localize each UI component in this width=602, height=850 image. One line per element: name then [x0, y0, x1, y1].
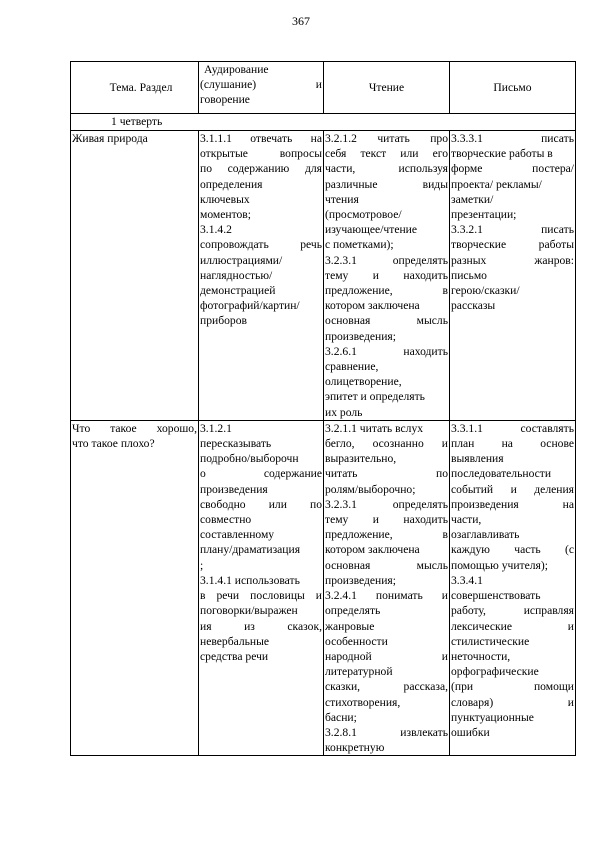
topic-cell	[71, 420, 199, 755]
quarter-label: 1 четверть	[71, 114, 576, 131]
cell-line: озаглавливать	[451, 528, 520, 542]
cell-line: невербальные	[200, 634, 270, 648]
listening-cell	[199, 420, 324, 755]
cell-line: котором заключена	[325, 543, 420, 557]
cell-line: 3.2.3.1 определять	[325, 497, 448, 511]
cell-line: плану/драматизация	[200, 543, 301, 557]
header-listening-word: и	[315, 78, 322, 92]
cell-line: предложение, в	[325, 528, 448, 542]
cell-line: 3.2.6.1 находить	[325, 344, 448, 358]
topic-cell	[71, 131, 199, 421]
cell-line: их роль	[325, 405, 363, 419]
cell-line: части,	[451, 513, 482, 527]
cell-line: что такое плохо?	[72, 437, 155, 451]
cell-line: произведения на	[451, 497, 574, 511]
cell-line: 3.3.3.1 писать	[451, 132, 574, 145]
cell-line: ролям/выборочно;	[325, 482, 416, 496]
cell-line: последовательности	[451, 467, 552, 481]
cell-line: работу, исправляя	[451, 604, 574, 618]
cell-line: моментов;	[200, 208, 252, 222]
cell-line: предложение, в	[325, 284, 448, 298]
cell-line: выразительно,	[325, 452, 397, 466]
cell-line: план на основе	[451, 437, 574, 451]
writing-cell	[450, 131, 576, 421]
cell-line: 3.2.1.1 читать вслух	[325, 421, 424, 435]
cell-line: литературной	[325, 665, 393, 679]
cell-line: выявления	[451, 452, 504, 466]
cell-line: 3.1.4.1 использовать	[200, 573, 300, 587]
cell-line: орфографические	[451, 665, 539, 679]
cell-line: изучающее/чтение	[325, 223, 418, 237]
cell-line: ключевых	[200, 192, 250, 206]
cell-line: заметки/	[451, 192, 494, 206]
cell-line: ;	[200, 558, 204, 572]
cell-line: подробно/выборочн	[200, 452, 299, 466]
cell-line: (просмотровое/	[325, 208, 402, 222]
cell-line: части, используя	[325, 162, 448, 176]
cell-line: 3.3.1.1 составлять	[451, 421, 574, 435]
quarter-row	[71, 114, 576, 131]
cell-line: тему и находить	[325, 268, 448, 282]
cell-line: форме постера/	[451, 162, 574, 176]
cell-line: творческие работы	[451, 238, 574, 252]
writing-cell	[450, 420, 576, 755]
cell-line: каждую часть (с	[451, 543, 574, 557]
reading-cell	[324, 131, 450, 421]
cell-line: читать по	[325, 467, 448, 481]
cell-line: Что такое хорошо,	[72, 421, 197, 435]
cell-line: с пометками);	[325, 238, 394, 252]
cell-line: иллюстрациями/	[200, 253, 283, 267]
cell-line: наглядностью/	[200, 268, 273, 282]
cell-line: составленному	[200, 528, 275, 542]
cell-line: чтения	[325, 192, 359, 206]
cell-line: произведения;	[325, 573, 396, 587]
cell-line: олицетворение,	[325, 375, 402, 389]
cell-line: сравнение,	[325, 360, 379, 374]
cell-line: герою/сказки/	[451, 284, 520, 298]
cell-line: по содержанию для	[200, 162, 322, 176]
cell-line: рассказы	[451, 299, 496, 313]
cell-line: произведения;	[325, 329, 396, 343]
cell-line: свободно или по	[200, 497, 322, 511]
cell-line: конкретную	[325, 741, 385, 755]
cell-line: открытые вопросы	[200, 147, 322, 161]
cell-line: бегло, осознанно и	[325, 437, 448, 451]
cell-line: о содержание	[200, 467, 322, 481]
cell-line: лексические и	[451, 619, 574, 633]
cell-line: пунктуационные	[451, 710, 534, 724]
cell-line: поговорки/выражен	[200, 604, 298, 618]
cell-line: творческие работы в	[451, 147, 553, 161]
curriculum-table	[70, 61, 576, 756]
cell-line: демонстрацией	[200, 284, 276, 298]
cell-line: басни;	[325, 710, 357, 724]
cell-line: фотографий/картин/	[200, 299, 300, 313]
cell-line: пересказывать	[200, 437, 272, 451]
cell-line: 3.3.2.1 писать	[451, 223, 574, 237]
cell-line: тему и находить	[325, 513, 448, 527]
cell-line: стилистические	[451, 634, 530, 648]
cell-line: жанровые	[325, 619, 375, 633]
cell-line: совершенствовать	[451, 589, 541, 603]
cell-line: неточности,	[451, 649, 511, 663]
table-row	[71, 131, 576, 421]
cell-line: проекта/ рекламы/	[451, 177, 542, 191]
cell-line: различные виды	[325, 177, 448, 191]
cell-line: разных жанров:	[451, 253, 574, 267]
cell-line: событий и деления	[451, 482, 574, 496]
cell-line: определять	[325, 604, 381, 618]
header-reading: Чтение	[324, 62, 450, 114]
header-writing: Письмо	[450, 62, 576, 114]
cell-line: в речи пословицы и	[200, 589, 322, 603]
cell-line: письмо	[451, 268, 487, 282]
cell-line: основная мысль	[325, 558, 448, 572]
header-listening-line	[200, 77, 322, 92]
cell-line: сопровождать речь	[200, 238, 322, 252]
header-listening-line: говорение	[200, 93, 250, 107]
header-topic: Тема. Раздел	[71, 62, 199, 114]
cell-line: народной и	[325, 649, 448, 663]
cell-line: средства речи	[200, 649, 269, 663]
cell-line: приборов	[200, 314, 247, 328]
header-row	[71, 62, 576, 114]
page-number: 367	[292, 14, 310, 28]
cell-line: 3.1.2.1	[200, 421, 232, 435]
cell-line: 3.3.4.1	[451, 573, 483, 587]
cell-line: стихотворения,	[325, 695, 401, 709]
cell-line: 3.1.4.2	[200, 223, 232, 237]
header-listening-speaking	[199, 62, 324, 114]
cell-line: себя текст или его	[325, 147, 448, 161]
table-row	[71, 420, 576, 755]
cell-line: основная мысль	[325, 314, 448, 328]
cell-line: эпитет и определять	[325, 390, 425, 404]
header-listening-word: (слушание)	[200, 78, 257, 92]
cell-line: сказки, рассказа,	[325, 680, 448, 694]
cell-line: Живая природа	[72, 132, 148, 145]
cell-line: котором заключена	[325, 299, 420, 313]
cell-line: презентации;	[451, 208, 517, 222]
cell-line: словаря) и	[451, 695, 574, 709]
cell-line: особенности	[325, 634, 388, 648]
cell-line: 3.2.8.1 извлекать	[325, 725, 448, 739]
cell-line: 3.2.1.2 читать про	[325, 132, 448, 145]
cell-line: ошибки	[451, 725, 490, 739]
cell-line: 3.1.1.1 отвечать на	[200, 132, 322, 145]
cell-line: совместно	[200, 513, 252, 527]
cell-line: (при помощи	[451, 680, 574, 694]
cell-line: помощью учителя);	[451, 558, 548, 572]
cell-line: ия из сказок,	[200, 619, 322, 633]
listening-cell	[199, 131, 324, 421]
cell-line: 3.2.4.1 понимать и	[325, 589, 448, 603]
header-listening-line: Аудирование	[204, 63, 269, 76]
cell-line: 3.2.3.1 определять	[325, 253, 448, 267]
reading-cell	[324, 420, 450, 755]
cell-line: произведения	[200, 482, 268, 496]
cell-line: определения	[200, 177, 263, 191]
